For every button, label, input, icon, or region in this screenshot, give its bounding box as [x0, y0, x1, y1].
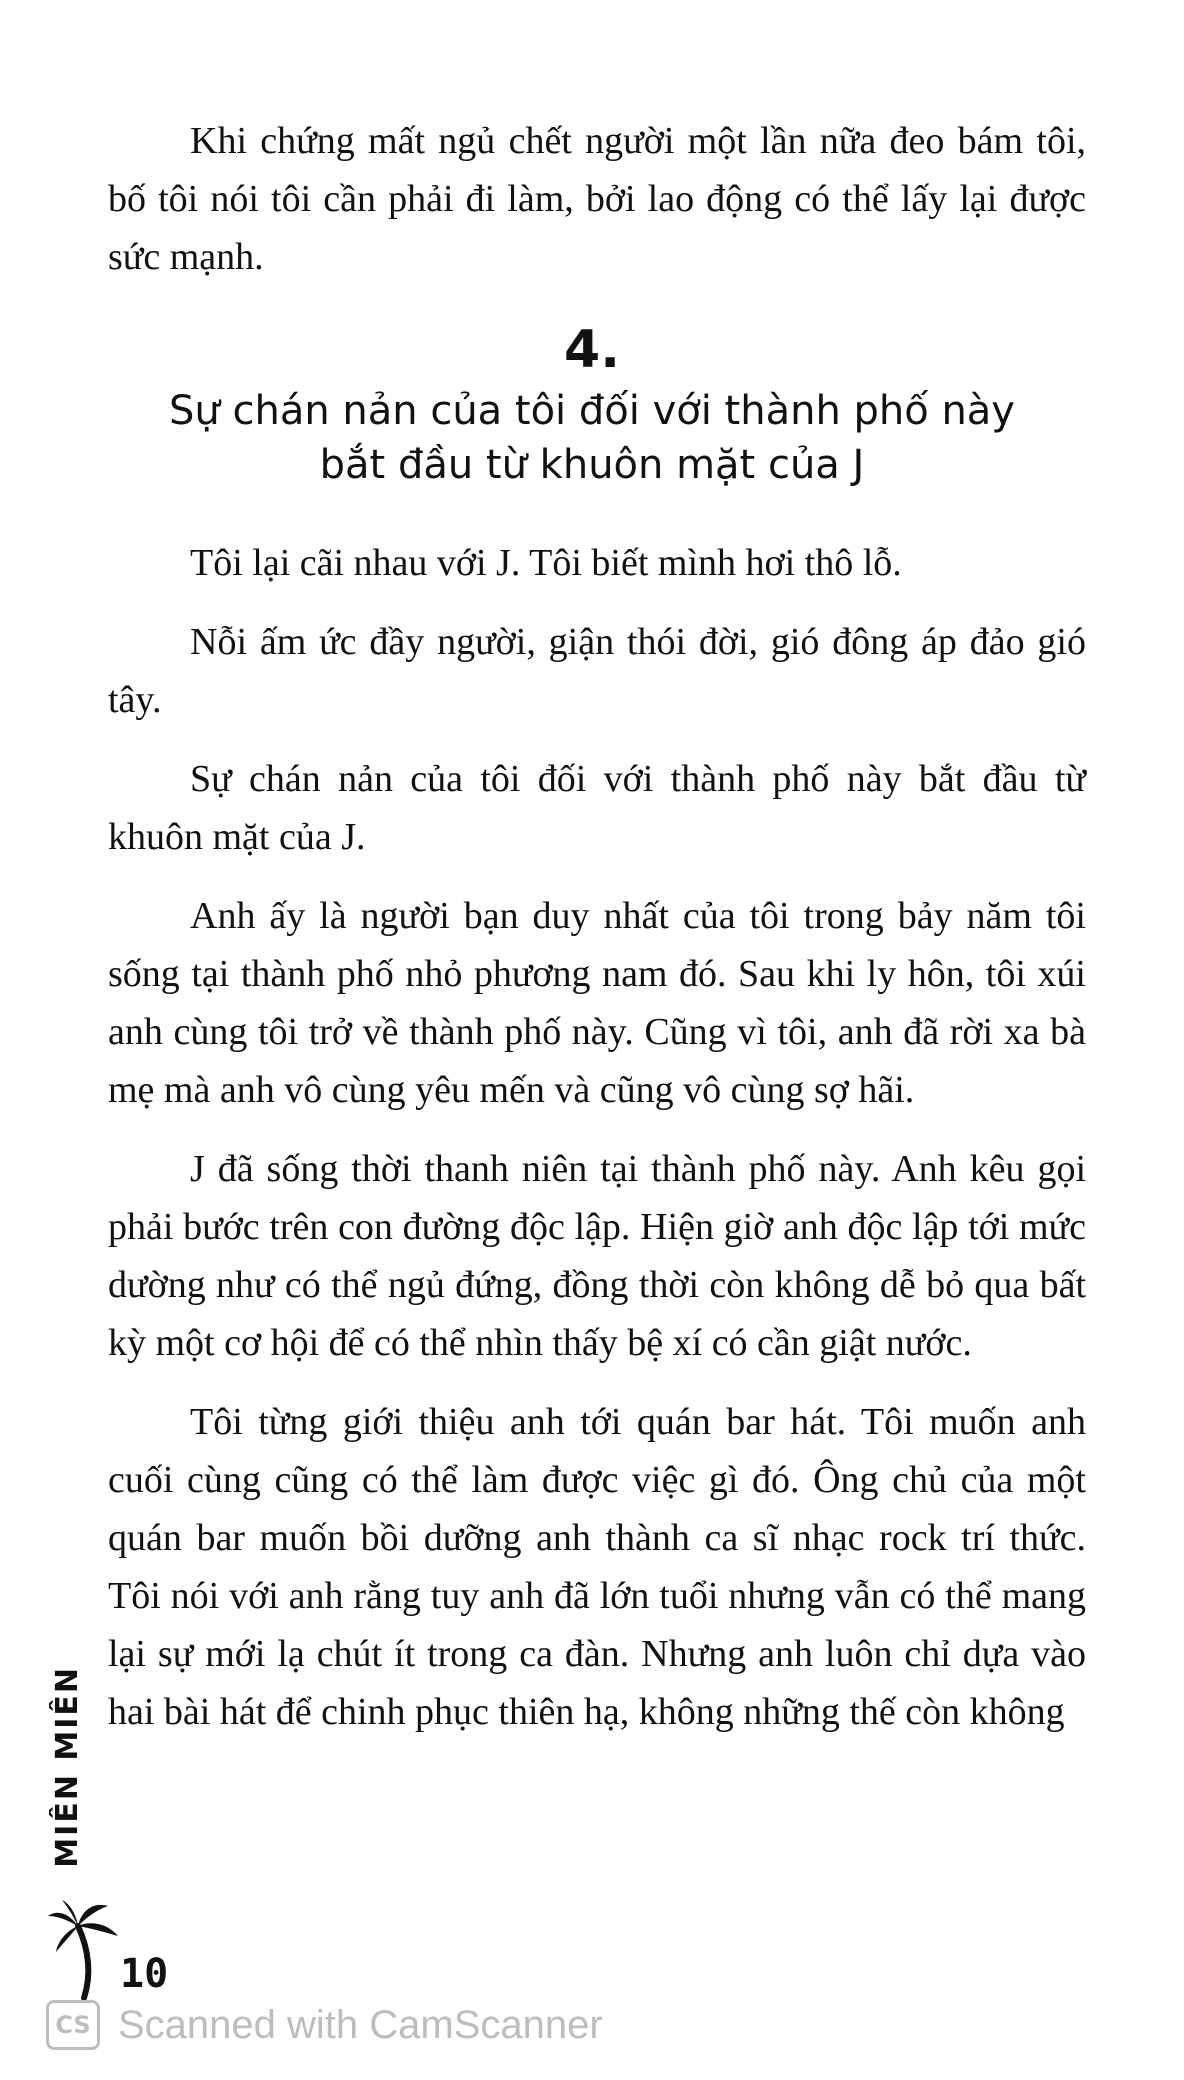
paragraph: Sự chán nản của tôi đối với thành phố này bắt đầu từ khuôn mặt của J.: [108, 758, 1086, 858]
chapter-title-line-1: Sự chán nản của tôi đối với thành phố này: [169, 388, 1015, 434]
chapter-number: 4.: [564, 320, 620, 380]
paragraph: Khi chứng mất ngủ chết người một lần nữa đeo bám tôi, bố tôi nói tôi cần phải đi làm, bởi lao động có thể lấy lại được sức mạnh.: [108, 120, 1086, 278]
paragraph: Nỗi ấm ức đầy người, giận thói đời, gió đông áp đảo gió tây.: [108, 621, 1086, 721]
paragraph: Tôi lại cãi nhau với J. Tôi biết mình hơi thô lỗ.: [190, 542, 902, 584]
paragraph: J đã sống thời thanh niên tại thành phố này. Anh kêu gọi phải bước trên con đường độc lập. Hiện giờ anh độc lập tới mức dường như có thể ngủ đứng, đồng thời còn không dễ bỏ qua bất kỳ một cơ hội để có thể nhìn thấy bệ xí có cần giật nước.: [108, 1148, 1086, 1364]
main-text-block: [108, 534, 1086, 1762]
scanner-watermark: Scanned with CamScanner: [118, 2003, 603, 2047]
page-number: 10: [120, 1951, 169, 1997]
intro-text-block: [108, 112, 1086, 307]
chapter-title-line-2: bắt đầu từ khuôn mặt của J: [319, 442, 865, 488]
author-name: MIÊN MIÊN: [50, 1666, 85, 1868]
paragraph: Anh ấy là người bạn duy nhất của tôi trong bảy năm tôi sống tại thành phố nhỏ phương nam đó. Sau khi ly hôn, tôi xúi anh cùng tôi trở về thành phố này. Cũng vì tôi, anh đã rời xa bà mẹ mà anh vô cùng yêu mến và cũng vô cùng sợ hãi.: [108, 895, 1086, 1111]
paragraph: Tôi từng giới thiệu anh tới quán bar hát. Tôi muốn anh cuối cùng cũng có thể làm được việc gì đó. Ông chủ của một quán bar muốn bồi dưỡng anh thành ca sĩ nhạc rock trí thức. Tôi nói với anh rằng tuy anh đã lớn tuổi nhưng vẫn có thể mang lại sự mới lạ chút ít trong ca đàn. Nhưng anh luôn chỉ dựa vào hai bài hát để chinh phục thiên hạ, không những thế còn không: [108, 1401, 1086, 1733]
author-spine-label: [46, 1666, 90, 1926]
palm-tree-icon: [48, 1898, 120, 2002]
chapter-title: [60, 384, 1124, 492]
camscanner-logo-icon: CS: [46, 2000, 100, 2050]
